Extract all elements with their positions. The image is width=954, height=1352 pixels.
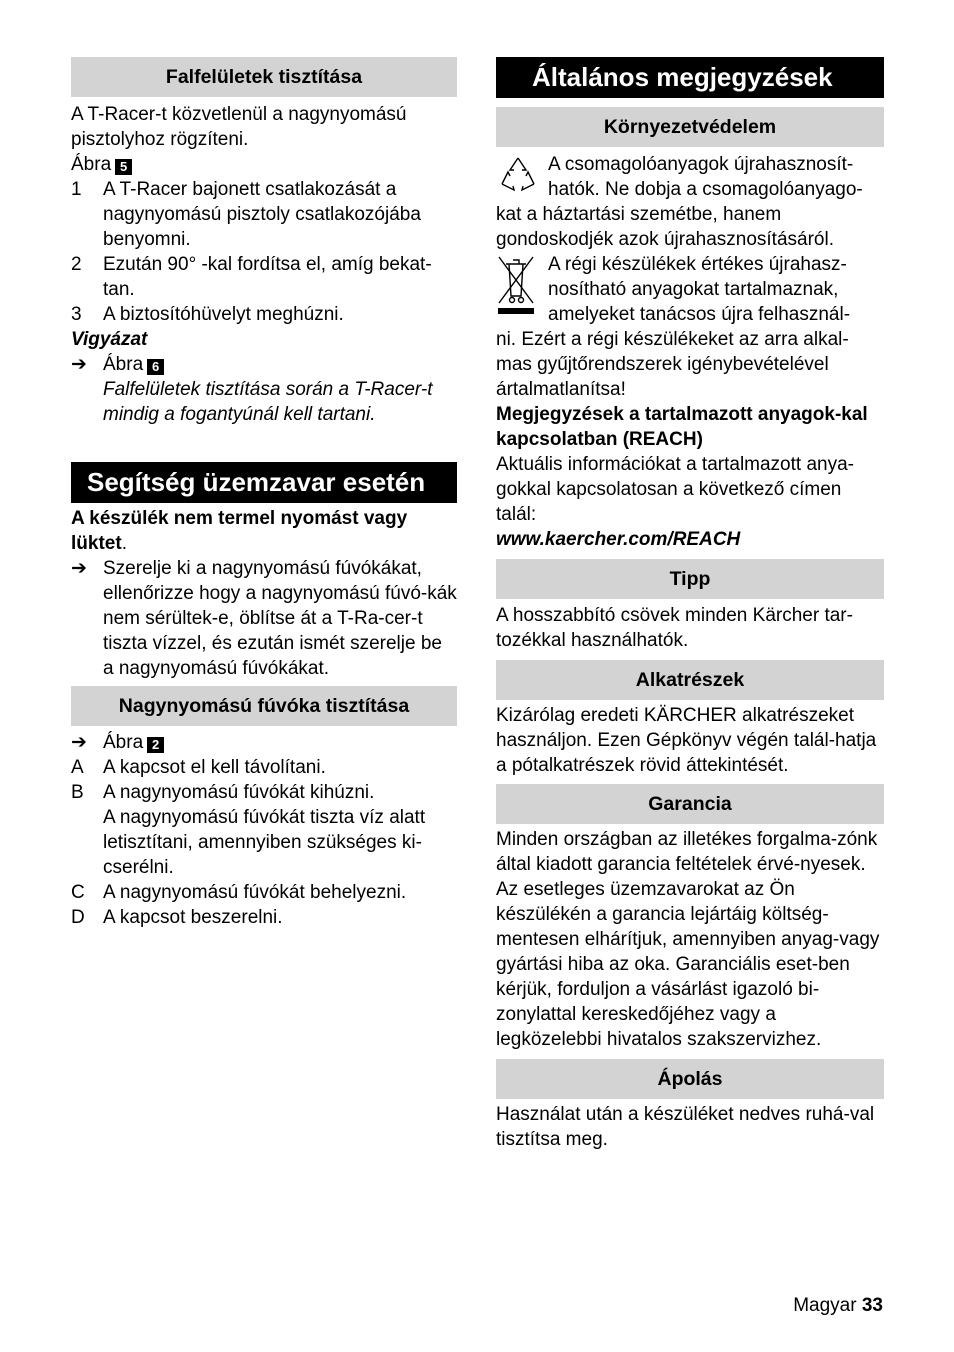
remedy-item: ➔ Szerelje ki a nagynyomású fúvókákat, ellenőrizze hogy a nagynyomású fúvó-kák nem sérültek-e, öblítse át a T-Ra-cer-t tiszta vízzel, és ezután ismét szerelje be a nagynyomású fúvókákat. bbox=[71, 558, 457, 679]
section-heading-care: Ápolás bbox=[496, 1059, 884, 1099]
reach-heading: Megjegyzések a tartalmazott anyagok-kal kapcsolatban (REACH) bbox=[496, 404, 868, 450]
list-item: 1 A T-Racer bajonett csatlakozását a nagynyomású pisztoly csatlakozójába benyomni. bbox=[71, 179, 421, 250]
section-heading-wall-cleaning: Falfelületek tisztítása bbox=[71, 57, 457, 97]
list-item: C A nagynyomású fúvókát behelyezni. bbox=[71, 882, 407, 903]
arrow-right-icon: ➔ bbox=[71, 354, 87, 375]
section-heading-warranty: Garancia bbox=[496, 784, 884, 824]
figure-number-badge: 6 bbox=[147, 359, 164, 375]
figure-number-badge: 5 bbox=[115, 159, 132, 175]
section-heading-troubleshooting: Segítség üzemzavar esetén bbox=[71, 462, 457, 503]
section-heading-parts: Alkatrészek bbox=[496, 660, 884, 700]
left-column bbox=[71, 57, 457, 930]
tip-text: A hosszabbító csövek minden Kärcher tar-tozékkal használhatók. bbox=[496, 605, 853, 651]
fault-description: A készülék nem termel nyomást vagy lüktet. bbox=[71, 508, 408, 554]
list-item: 2 Ezután 90° -kal fordítsa el, amíg bekat- tan. bbox=[71, 254, 432, 300]
warranty-text: Minden országban az illetékes forgalma-zónk által kiadott garancia feltételek érvé-nyesek. Az esetleges üzemzavarokat az Ön készülékén a garancia lejártáig költség-mentesen elhárítjuk, amennyiben anyag-vagy gyártási hiba az oka. Garanciális eset-ben kérjük, forduljon a vásárlást igazoló bi-zonylattal kereskedőjéhez vagy a legközelebbi hivatalos szakszervizhez. bbox=[496, 829, 880, 1050]
page-number: 33 bbox=[861, 1295, 883, 1316]
section-heading-nozzle-cleaning: Nagynyomású fúvóka tisztítása bbox=[71, 686, 457, 726]
recycle-icon bbox=[496, 154, 540, 198]
page-footer bbox=[793, 1293, 883, 1318]
section-heading-tip: Tipp bbox=[496, 559, 884, 599]
section-heading-environment: Környezetvédelem bbox=[496, 107, 884, 147]
reach-link[interactable]: www.kaercher.com/REACH bbox=[496, 529, 741, 550]
right-column bbox=[496, 57, 884, 1152]
figure-reference: ➔ Ábra 2 bbox=[71, 730, 457, 755]
arrow-right-icon: ➔ bbox=[71, 558, 87, 579]
caution-figure-reference: ➔ Ábra 6 bbox=[71, 352, 457, 377]
disposal-paragraph: A régi készülékek értékes újrahasz- nosítható anyagokat tartalmaznak, amelyeket tanácsos újra felhasznál- ni. Ezért a régi készülékeket az arra alkal-mas gyűjtőrendszerek igénybevételével ártalmatlanítsa! bbox=[496, 254, 851, 400]
list-item: B A nagynyomású fúvókát kihúzni. A nagynyomású fúvókát tiszta víz alatt letisztítani, amennyiben szükséges ki-cserélni. bbox=[71, 782, 426, 878]
crossed-bin-icon bbox=[496, 254, 536, 316]
parts-text: Kizárólag eredeti KÄRCHER alkatrészeket használjon. Ezen Gépkönyv végén talál-hatja a pótalkatrészek rövid áttekintését. bbox=[496, 705, 877, 776]
list-item: D A kapcsot beszerelni. bbox=[71, 907, 283, 928]
paragraph: A T-Racer-t közvetlenül a nagynyomású pisztolyhoz rögzíteni. bbox=[71, 104, 407, 150]
caution-label: Vigyázat bbox=[71, 329, 148, 350]
arrow-right-icon: ➔ bbox=[71, 732, 87, 753]
recycling-paragraph: A csomagolóanyagok újrahasznosít- hatók. Ne dobja a csomagolóanyago- kat a háztartási szemétbe, hanem gondoskodjék azok újrahasznosításáról. bbox=[496, 154, 863, 250]
section-heading-general-notes: Általános megjegyzések bbox=[496, 57, 884, 98]
list-item: A A kapcsot el kell távolítani. bbox=[71, 757, 326, 778]
list-item: 3 A biztosítóhüvelyt meghúzni. bbox=[71, 304, 344, 325]
figure-number-badge: 2 bbox=[147, 737, 164, 753]
footer-language: Magyar bbox=[793, 1295, 857, 1316]
figure-reference: Ábra 5 bbox=[71, 152, 457, 177]
caution-text: Falfelületek tisztítása során a T-Racer-t mindig a fogantyúnál kell tartani. bbox=[103, 379, 433, 425]
reach-text: Aktuális információkat a tartalmazott anya-gokkal kapcsolatosan a következő címen talál: bbox=[496, 454, 854, 525]
care-text: Használat után a készüléket nedves ruhá-val tisztítsa meg. bbox=[496, 1104, 875, 1150]
